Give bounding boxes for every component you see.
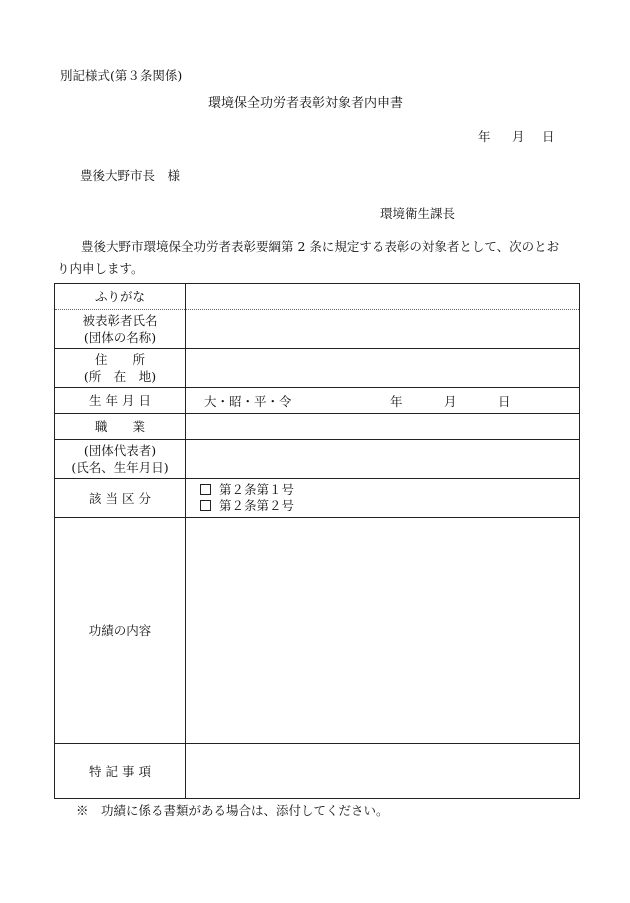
remarks-field[interactable] [186,744,580,799]
representative-field[interactable] [186,440,580,479]
category-option-2[interactable] [200,498,579,514]
occupation-field[interactable] [186,414,580,440]
name-label [55,310,186,349]
furigana-field[interactable] [186,284,580,310]
remarks-row [55,744,580,799]
sender: 環境衛生課長 [380,206,456,221]
category-option-1[interactable] [200,482,579,498]
date-month: 月 [512,129,525,144]
address-label [55,349,186,388]
representative-row [55,440,580,479]
attachment-note: ※ 功績に係る書類がある場合は、添付してください。 [76,803,389,818]
checkbox-icon[interactable] [200,484,211,495]
address-field[interactable] [186,349,580,388]
statement-paragraph: 豊後大野市環境保全功労者表彰要綱第 2 条に規定する表彰の対象者として、次のとおり内申します。 [57,239,560,276]
date-day: 日 [542,129,555,144]
birth-era: 大・昭・平・令 [204,393,292,409]
birth-month: 月 [444,393,457,409]
name-label-line2: (団体の名称) [83,330,157,345]
category-option-1-label: 第２条第１号 [219,482,295,497]
occupation-label: 職 業 [55,414,186,440]
checkbox-icon[interactable] [200,500,211,511]
representative-label-line2: (氏名、生年月日) [71,460,169,475]
category-option-2-label: 第２条第２号 [219,498,295,513]
nomination-form-table [54,283,580,799]
birth-label: 生 年 月 日 [55,388,186,414]
date-year: 年 [478,129,491,144]
address-label-line1: 住 所 [94,352,145,367]
furigana-label: ふりがな [55,284,186,310]
birth-year: 年 [390,393,403,409]
address-label-line2: (所 在 地) [83,369,157,384]
birth-day: 日 [498,393,511,409]
address-row [55,349,580,388]
remarks-label: 特 記 事 項 [55,744,186,799]
representative-label-line1: (団体代表者) [83,443,157,458]
achievements-row [55,518,580,744]
form-reference: 別記様式(第３条関係) [60,68,183,83]
category-label: 該 当 区 分 [55,479,186,518]
addressee: 豊後大野市長 様 [80,168,181,183]
date-line [478,127,555,145]
name-field[interactable] [186,310,580,349]
name-label-line1: 被表彰者氏名 [82,313,158,328]
name-row [55,310,580,349]
category-row [55,479,580,518]
birth-row [55,388,580,414]
representative-label [55,440,186,479]
achievements-field[interactable] [186,518,580,744]
birth-field[interactable] [186,388,580,414]
document-title: 環境保全功労者表彰対象者内申書 [208,96,404,111]
category-options [186,479,580,518]
occupation-row [55,414,580,440]
achievements-label: 功績の内容 [55,518,186,744]
furigana-row [55,284,580,310]
